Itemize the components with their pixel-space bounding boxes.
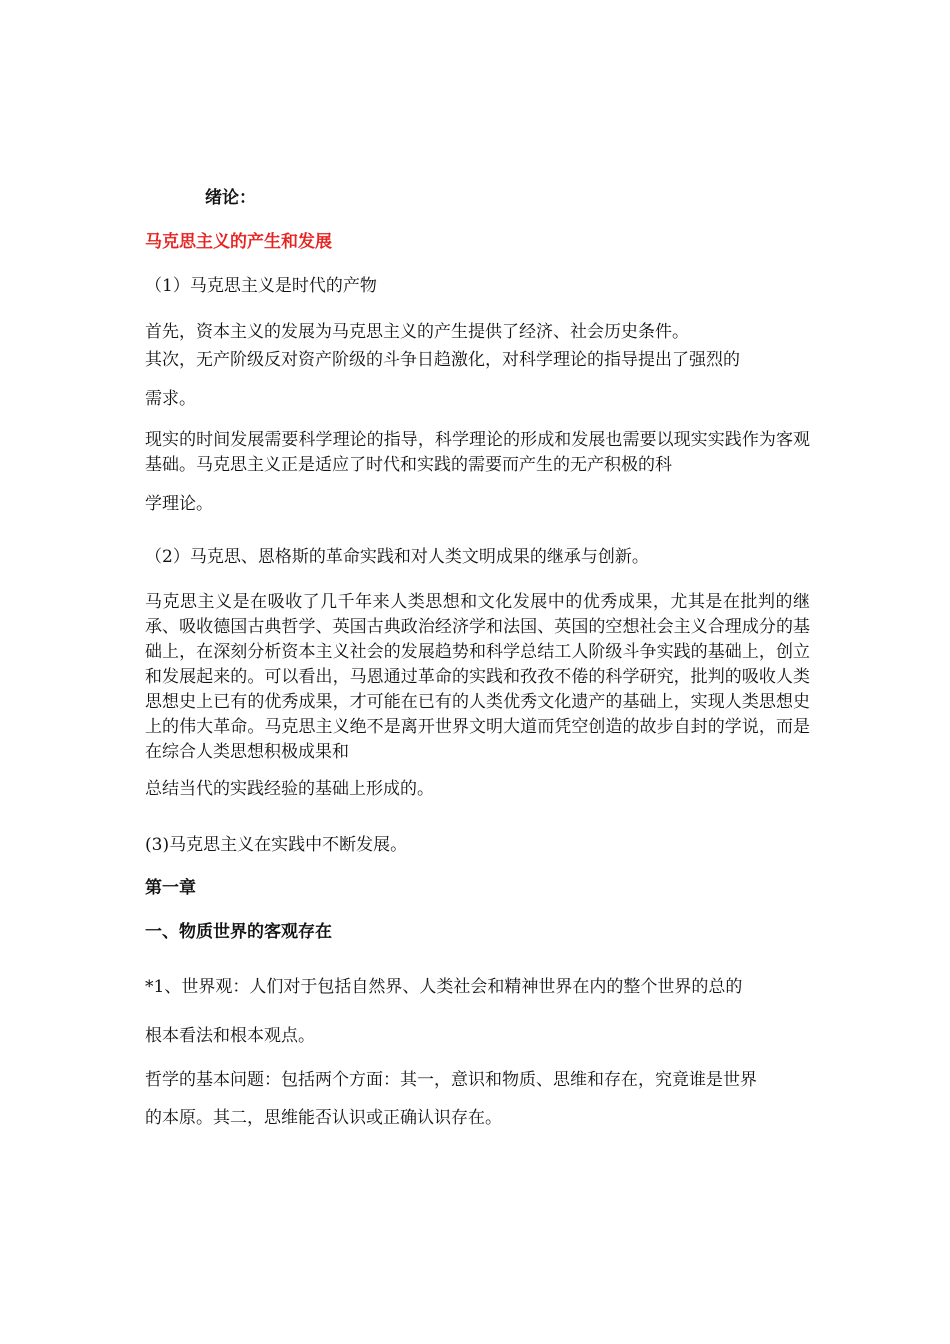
- def1-line1: *1、世界观：人们对于包括自然界、人类社会和精神世界在内的整个世界的总的: [145, 977, 743, 997]
- item1-title: （1）马克思主义是时代的产物: [145, 276, 377, 296]
- p2-main: 现实的时间发展需要科学理论的指导，科学理论的形成和发展也需要以现实实践作为客观基础。马克思主义正是适应了时代和实践的需要而产生的无产积极的科: [145, 430, 810, 475]
- p1-line2: 其次，无产阶级反对资产阶级的斗争日趋激化，对科学理论的指导提出了强烈的: [145, 350, 740, 370]
- p3-main: 马克思主义是在吸收了几千年来人类思想和文化发展中的优秀成果，尤其是在批判的继承、吸收德国古典哲学、英国古典政治经济学和法国、英国的空想社会主义合理成分的基础上，在深刻分析资本主义社会的发展趋势和科学总结工人阶级斗争实践的基础上，创立和发展起来的。可以看出，马恩通过革命的实践和孜孜不倦的科学研究，批判的吸收人类思想史上已有的优秀成果，才可能在已有的人类优秀文化遗产的基础上，实现人类思想史上的伟大革命。马克思主义绝不是离开世界文明大道而凭空创造的故步自封的学说，而是在综合人类思想积极成果和: [145, 592, 810, 762]
- def1-line2: 根本看法和根本观点。: [145, 1026, 315, 1046]
- intro-heading: 绪论：: [205, 188, 256, 208]
- item2-title: （2）马克思、恩格斯的革命实践和对人类文明成果的继承与创新。: [145, 547, 649, 567]
- chapter-title: 第一章: [145, 878, 196, 898]
- section1-title: 一、物质世界的客观存在: [145, 922, 332, 942]
- item3-title: (3)马克思主义在实践中不断发展。: [145, 835, 408, 855]
- section-title-red: 马克思主义的产生和发展: [145, 232, 332, 252]
- p1-line3: 需求。: [145, 389, 196, 409]
- p4-line1: 哲学的基本问题：包括两个方面：其一，意识和物质、思维和存在，究竟谁是世界: [145, 1070, 757, 1090]
- p1-line1: 首先，资本主义的发展为马克思主义的产生提供了经济、社会历史条件。: [145, 322, 689, 342]
- p4-line2: 的本原。其二，思维能否认识或正确认识存在。: [145, 1108, 502, 1128]
- p3-tail: 总结当代的实践经验的基础上形成的。: [145, 779, 434, 799]
- p2-tail: 学理论。: [145, 494, 213, 514]
